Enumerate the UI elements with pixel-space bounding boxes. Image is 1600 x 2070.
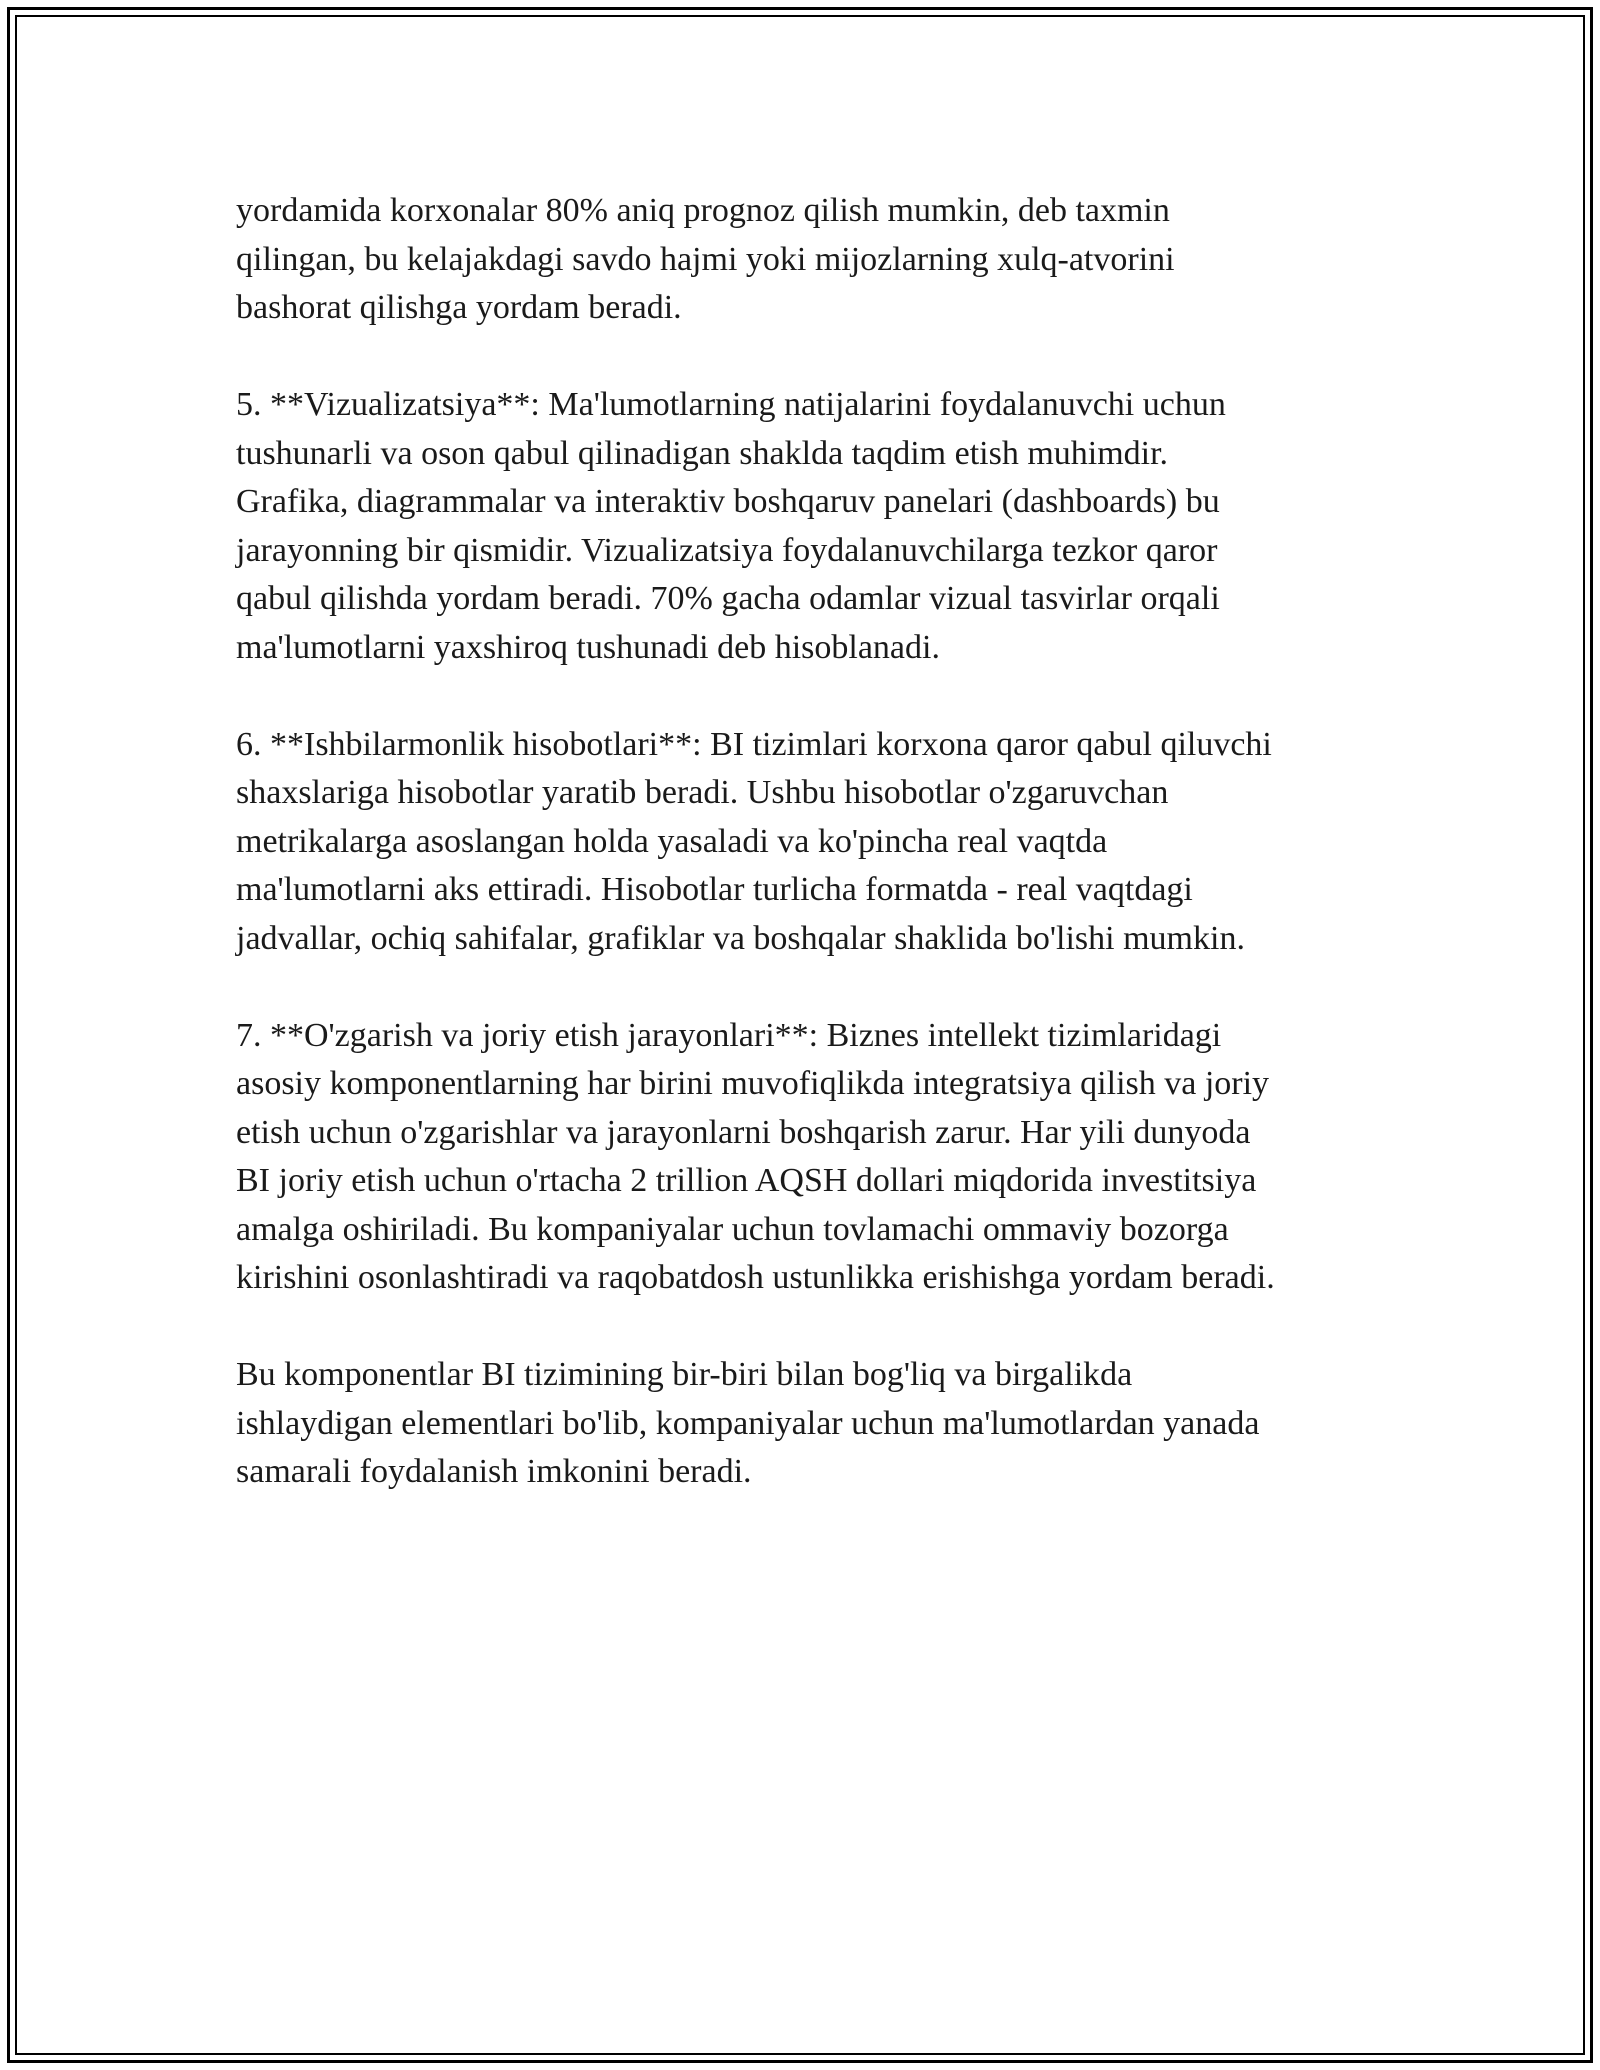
text-line: jadvallar, ochiq sahifalar, grafiklar va boshqalar shaklida bo'lishi mumkin. [236, 919, 1245, 957]
text-line: ma'lumotlarni aks ettiradi. Hisobotlar turlicha formatda - real vaqtdagi [236, 871, 1193, 908]
text-line: yordamida korxonalar 80% aniq prognoz qilish mumkin, deb taxmin [236, 192, 1170, 229]
paragraph-business-reports [236, 721, 1386, 964]
text-line: Bu komponentlar BI tizimining bir-biri bilan bog'liq va birgalikda [236, 1356, 1133, 1393]
text-line: 6. **Ishbilarmonlik hisobotlari**: BI tizimlari korxona qaror qabul qiluvchi [236, 725, 1272, 763]
paragraph-visualization [236, 381, 1386, 672]
text-line: amalga oshiriladi. Bu kompaniyalar uchun tovlamachi ommaviy bozorga [236, 1210, 1229, 1248]
text-line: metrikalarga asoslangan holda yasaladi va ko'pincha real vaqtda [236, 822, 1108, 860]
document-body [236, 187, 1386, 1545]
text-line: qilingan, bu kelajakdagi savdo hajmi yoki mijozlarning xulq-atvorini [236, 240, 1175, 278]
text-line: etish uchun o'zgarishlar va jarayonlarni boshqarish zarur. Har yili dunyoda [236, 1113, 1251, 1151]
text-line: BI joriy etish uchun o'rtacha 2 trillion AQSH dollari miqdorida investitsiya [236, 1162, 1257, 1199]
text-line: ma'lumotlarni yaxshiroq tushunadi deb hisoblanadi. [236, 628, 940, 666]
text-line: asosiy komponentlarning har birini muvofiqlikda integratsiya qilish va joriy [236, 1065, 1270, 1102]
paragraph-change-management [236, 1012, 1386, 1303]
paragraph-forecasting-continuation [236, 187, 1386, 333]
text-line: samarali foydalanish imkonini beradi. [236, 1453, 752, 1490]
text-line: 5. **Vizualizatsiya**: Ma'lumotlarning natijalarini foydalanuvchi uchun [236, 386, 1226, 423]
text-line: shaxslariga hisobotlar yaratib beradi. Ushbu hisobotlar o'zgaruvchan [236, 774, 1169, 811]
text-line: bashorat qilishga yordam beradi. [236, 289, 682, 326]
paragraph-conclusion [236, 1351, 1386, 1497]
text-line: Grafika, diagrammalar va interaktiv boshqaruv panelari (dashboards) bu [236, 483, 1220, 520]
text-line: qabul qilishda yordam beradi. 70% gacha odamlar vizual tasvirlar orqali [236, 580, 1220, 617]
text-line: ishlaydigan elementlari bo'lib, kompaniyalar uchun ma'lumotlardan yanada [236, 1404, 1260, 1442]
text-line: tushunarli va oson qabul qilinadigan shaklda taqdim etish muhimdir. [236, 434, 1169, 472]
text-line: 7. **O'zgarish va joriy etish jarayonlari**: Biznes intellekt tizimlaridagi [236, 1016, 1222, 1054]
text-line: jarayonning bir qismidir. Vizualizatsiya foydalanuvchilarga tezkor qaror [236, 531, 1218, 569]
text-line: kirishini osonlashtiradi va raqobatdosh ustunlikka erishishga yordam beradi. [236, 1259, 1275, 1296]
